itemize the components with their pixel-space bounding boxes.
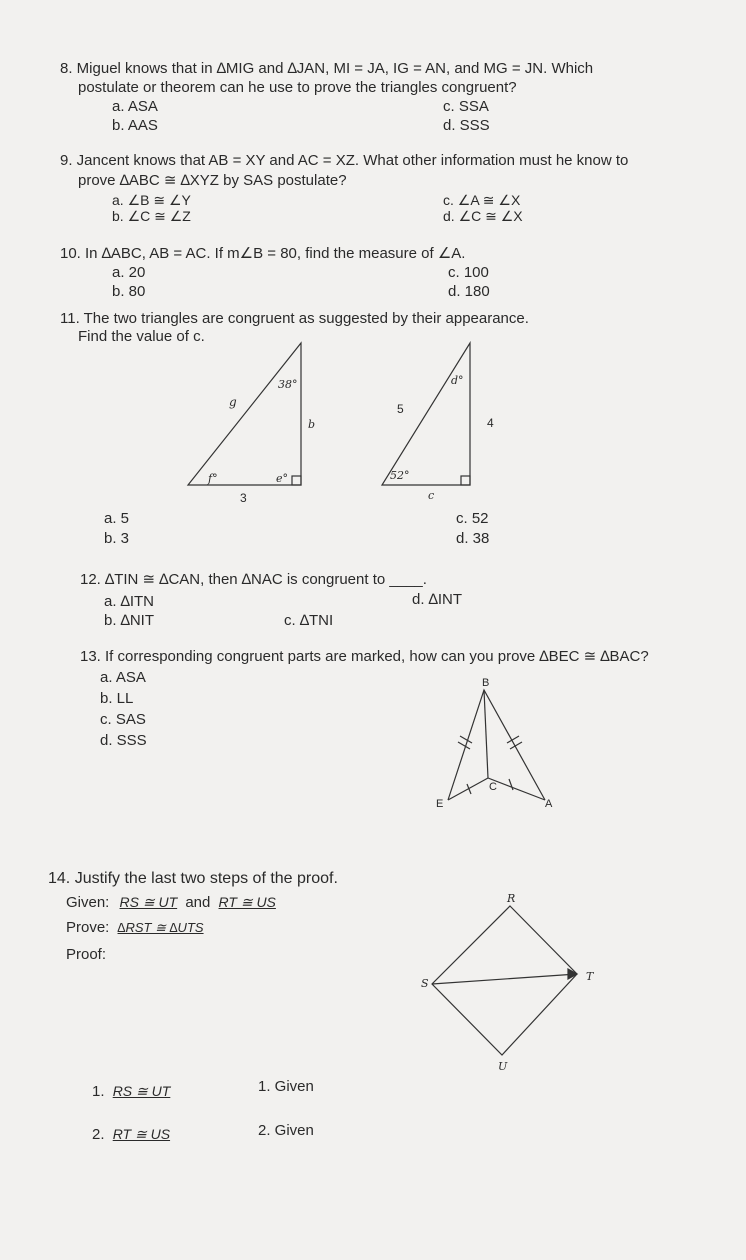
- q8-option-c: c. SSA: [443, 98, 489, 115]
- q13-option-a: a. ASA: [100, 669, 146, 686]
- q10-option-d: d. 180: [448, 283, 490, 300]
- q14-step-2-num: 2.: [92, 1126, 105, 1143]
- q8-stem-line2: postulate or theorem can he use to prove the triangles congruent?: [78, 79, 517, 96]
- q12-option-d: d. ∆INT: [412, 591, 463, 608]
- q11-option-d: d. 38: [456, 530, 490, 547]
- q9-option-d: d. ∠C ≅ ∠X: [443, 208, 523, 224]
- q11-fig1-angle-top: 38°: [278, 378, 298, 391]
- q11-option-a: a. 5: [104, 510, 130, 527]
- q14-quadrilateral-figure: [432, 906, 577, 1055]
- q12-option-b: b. ∆NIT: [104, 612, 155, 629]
- q14-proof-label: Proof:: [66, 946, 107, 963]
- q14-label-s: S: [421, 977, 429, 990]
- q11-fig1-angle-right: e°: [276, 472, 289, 485]
- q11-option-c: c. 52: [456, 510, 489, 527]
- q8-option-a: a. ASA: [112, 98, 158, 115]
- q14-step-1-statement: RS ≅ UT: [112, 1083, 171, 1099]
- q10-option-b: b. 80: [112, 283, 146, 300]
- q11-option-b: b. 3: [104, 530, 130, 547]
- q11-right-triangle: [382, 343, 470, 485]
- q13-option-d: d. SSS: [100, 732, 147, 749]
- q11-fig1-angle-left: f°: [208, 472, 218, 485]
- q14-step-2: [92, 1126, 170, 1144]
- q8-option-b: b. AAS: [112, 117, 158, 134]
- q9-option-a: a. ∠B ≅ ∠Y: [112, 192, 191, 208]
- q14-label-u: U: [498, 1060, 508, 1073]
- q14-prove-label: Prove:: [66, 919, 110, 936]
- q13-label-b: B: [482, 677, 490, 689]
- q11-fig2-side-left: 5: [397, 402, 404, 416]
- q9-stem-line1: 9. Jancent knows that AB = XY and AC = XZ. What other information must he know to: [60, 152, 629, 169]
- q13-option-c: c. SAS: [100, 711, 146, 728]
- q13-label-a: A: [545, 798, 553, 810]
- q13-label-e: E: [436, 798, 444, 810]
- q8-option-d: d. SSS: [443, 117, 490, 134]
- q11-fig2-angle-top: d°: [451, 374, 464, 387]
- q14-given-label: Given:: [66, 894, 110, 911]
- q14-step-1: [92, 1083, 170, 1101]
- q11-stem-line1: 11. The two triangles are congruent as suggested by their appearance.: [60, 310, 529, 327]
- q14-given-row: [66, 894, 276, 912]
- q14-given-2: RT ≅ US: [218, 894, 276, 910]
- q11-fig2-side-right: 4: [487, 416, 494, 430]
- q9-option-c: c. ∠A ≅ ∠X: [443, 192, 521, 208]
- q9-stem-line2: prove ∆ABC ≅ ∆XYZ by SAS postulate?: [78, 172, 347, 189]
- q11-fig1-bottom: 3: [240, 491, 247, 505]
- q11-left-triangle: [188, 343, 301, 485]
- q13-option-b: b. LL: [100, 690, 134, 707]
- q10-stem: 10. In ∆ABC, AB = AC. If m∠B = 80, find the measure of ∠A.: [60, 245, 466, 262]
- q12-option-c: c. ∆TNI: [284, 612, 334, 629]
- q12-stem: 12. ∆TIN ≅ ∆CAN, then ∆NAC is congruent to ____.: [80, 571, 427, 588]
- q11-stem-line2: Find the value of c.: [78, 328, 205, 345]
- q14-given-and: and: [185, 894, 211, 911]
- q14-step-1-num: 1.: [92, 1083, 105, 1100]
- q8-stem-line1: 8. Miguel knows that in ∆MIG and ∆JAN, MI = JA, IG = AN, and MG = JN. Which: [60, 60, 594, 77]
- q11-fig1-side-left: g: [229, 395, 237, 409]
- q14-step-2-reason: 2. Given: [258, 1122, 314, 1139]
- q14-prove-row: [66, 919, 204, 937]
- q11-fig2-bottom: c: [428, 489, 435, 502]
- q13-label-c: C: [489, 781, 497, 793]
- q12-option-a: a. ∆ITN: [104, 593, 155, 610]
- q9-option-b: b. ∠C ≅ ∠Z: [112, 208, 191, 224]
- q14-stem: 14. Justify the last two steps of the proof.: [48, 870, 338, 887]
- q13-stem: 13. If corresponding congruent parts are marked, how can you prove ∆BEC ≅ ∆BAC?: [80, 648, 649, 665]
- q14-step-2-statement: RT ≅ US: [112, 1126, 171, 1142]
- q14-step-1-reason: 1. Given: [258, 1078, 314, 1095]
- q14-prove-statement: ∆RST ≅ ∆UTS: [117, 920, 204, 935]
- q14-label-t: T: [586, 970, 594, 983]
- q11-fig2-angle-left: 52°: [390, 469, 410, 482]
- q14-label-r: R: [507, 892, 516, 905]
- q10-option-a: a. 20: [112, 264, 146, 281]
- q14-given-1: RS ≅ UT: [119, 894, 178, 910]
- q11-fig1-side-right: b: [308, 418, 316, 431]
- q10-option-c: c. 100: [448, 264, 489, 281]
